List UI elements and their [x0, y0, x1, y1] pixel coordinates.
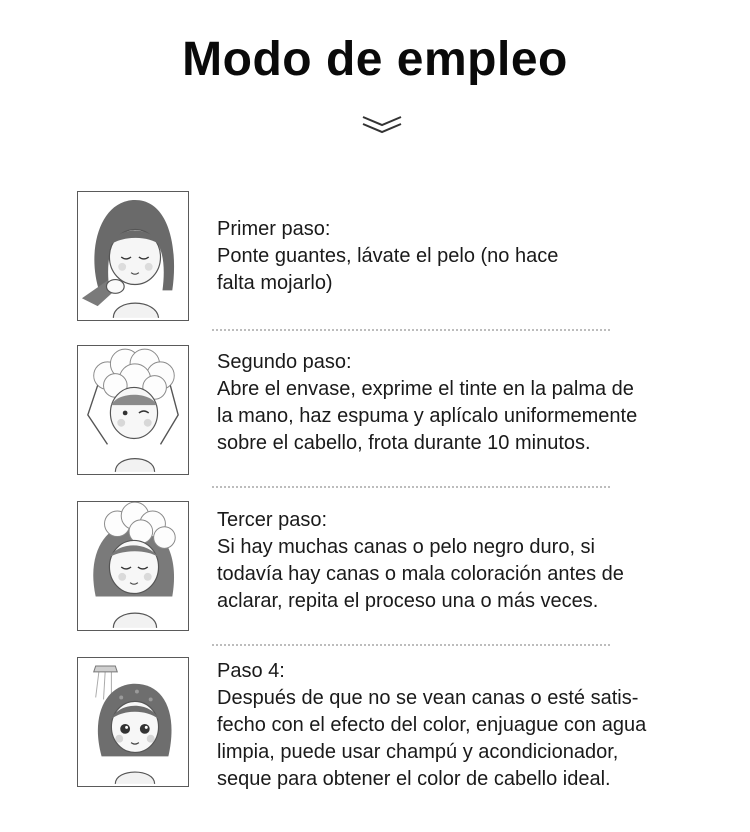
girl-with-foam-illustration [77, 501, 189, 631]
step-description: Ponte guantes, lávate el pelo (no hace falta mojarlo) [217, 245, 559, 294]
dotted-divider [212, 486, 610, 488]
step-heading: Tercer paso: [217, 509, 328, 531]
girl-foaming-hair-illustration [77, 345, 189, 475]
double-chevron-down-icon [361, 114, 403, 136]
step-heading: Primer paso: [217, 218, 331, 240]
girl-with-gloves-illustration [77, 191, 189, 321]
step-heading: Segundo paso: [217, 351, 352, 373]
dotted-divider [212, 644, 610, 646]
page-title: Modo de empleo [182, 33, 568, 86]
girl-rinsing-hair-illustration [77, 657, 189, 787]
step-description: Si hay muchas canas o pelo negro duro, si todavía hay canas o mala coloración antes de aclarar, repita el proceso una o más veces. [217, 536, 624, 612]
dotted-divider [212, 329, 610, 331]
step-heading: Paso 4: [217, 660, 285, 682]
step-description: Después de que no se vean canas o esté satis- fecho con el efecto del color, enjuague con agua limpia, puede usar champú y acondicionador, seque para obtener el color de cabello ideal. [217, 687, 647, 790]
step-description: Abre el envase, exprime el tinte en la palma de la mano, haz espuma y aplícalo uniformemente sobre el cabello, frota durante 10 minutos. [217, 378, 638, 454]
